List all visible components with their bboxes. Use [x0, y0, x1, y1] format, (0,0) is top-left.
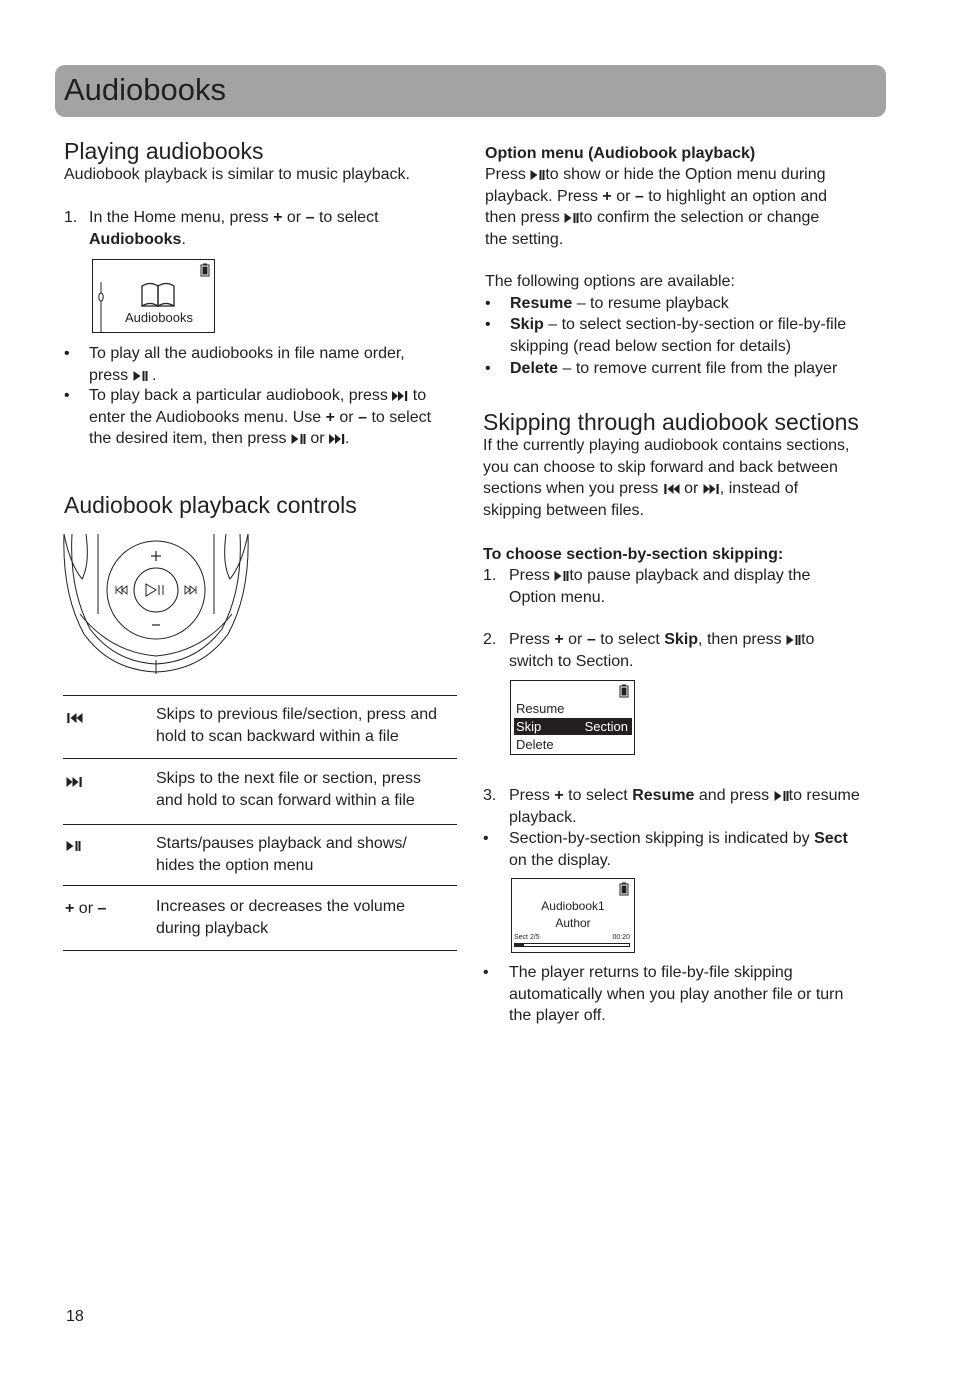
- play-pause-icon: [133, 371, 148, 381]
- table-row: Skips to previous file/section, press and hold to scan backward within a file: [63, 695, 457, 759]
- playback-controls-heading: Audiobook playback controls: [64, 492, 357, 518]
- table-row: + or – Increases or decreases the volume during playback: [63, 885, 457, 951]
- battery-icon: [201, 264, 209, 277]
- progress-fill: [515, 944, 524, 946]
- play-pause-icon: [774, 791, 789, 801]
- play-pause-icon: [564, 213, 579, 223]
- player-controls-illustration: [60, 534, 252, 676]
- volume-key-label: + or –: [65, 900, 107, 917]
- menu-item-delete: Delete: [516, 737, 554, 752]
- next-icon: [329, 434, 345, 444]
- page-title: Audiobooks: [64, 72, 227, 107]
- next-icon: [703, 484, 720, 494]
- play-pause-icon: [786, 635, 801, 645]
- progress-bar: [514, 943, 630, 947]
- play-pause-icon: [66, 841, 81, 851]
- skipping-description: If the currently playing audiobook contains sections, you can choose to skip forward and back between sections when you press or , instead of skipping between files.: [483, 437, 850, 519]
- table-row: Starts/pauses playback and shows/ hides the option menu: [63, 824, 457, 886]
- menu-item-resume: Resume: [516, 701, 565, 716]
- track-author: Author: [555, 916, 591, 930]
- page-title-banner: [55, 65, 886, 117]
- playing-intro: Audiobook playback is similar to music playback.: [64, 166, 410, 183]
- skipping-heading: Skipping through audiobook sections: [483, 409, 859, 435]
- playing-audiobooks-heading: Playing audiobooks: [64, 138, 264, 164]
- previous-icon: [66, 713, 83, 723]
- play-pause-icon: [530, 170, 545, 180]
- battery-icon: [618, 683, 630, 699]
- next-icon: [392, 391, 408, 401]
- now-playing-screen: [511, 878, 635, 953]
- options-available: The following options are available:: [485, 273, 735, 290]
- play-pause-icon: [554, 571, 569, 581]
- option-menu-description: Press to show or hide the Option menu during playback. Press + or – to highlight an option and then press to confirm the selection or change the setting.: [485, 166, 828, 248]
- menu-item-skip-selected: Skip Section: [514, 718, 632, 735]
- audiobooks-home-screen: [92, 259, 215, 333]
- section-indicator: Sect 2/5: [514, 934, 540, 941]
- play-pause-icon: [291, 434, 306, 444]
- book-icon: [142, 284, 174, 307]
- battery-icon: [618, 881, 630, 897]
- next-icon: [66, 777, 83, 787]
- track-title: Audiobook1: [541, 899, 605, 913]
- option-menu-heading: Option menu (Audiobook playback): [485, 145, 756, 162]
- section-skipping-subheading: To choose section-by-section skipping:: [483, 546, 784, 563]
- page-number: 18: [66, 1308, 84, 1325]
- previous-icon: [663, 484, 680, 494]
- option-menu-screen: [510, 680, 635, 755]
- table-row: Skips to the next file or section, press and hold to scan forward within a file: [63, 758, 457, 825]
- screen-label: Audiobooks: [125, 310, 193, 325]
- elapsed-time: 00:20: [612, 934, 630, 941]
